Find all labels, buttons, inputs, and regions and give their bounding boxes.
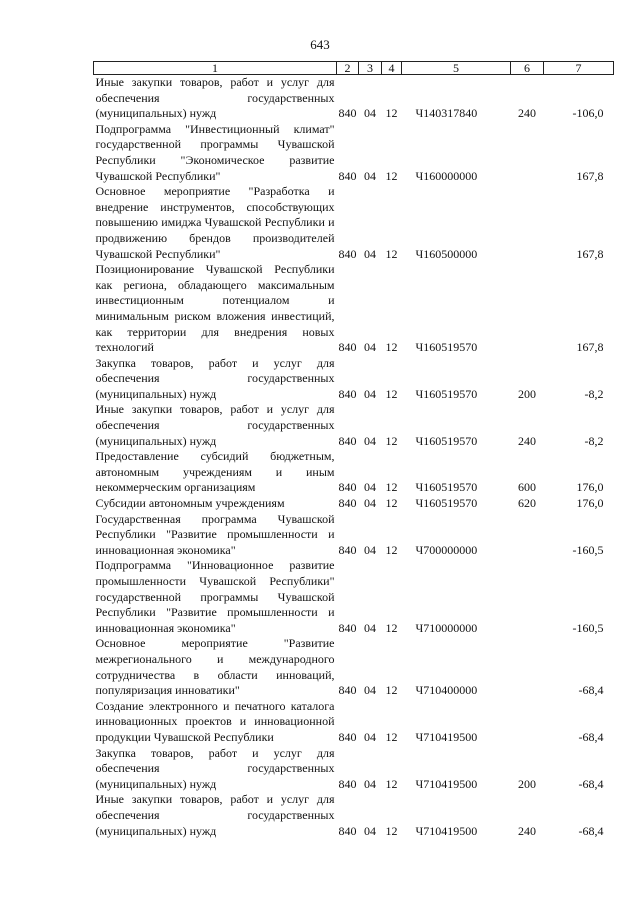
- column-header: 4: [382, 62, 402, 75]
- table-row: [94, 512, 614, 559]
- page-number: 643: [310, 37, 330, 52]
- row-col2: 840: [338, 386, 357, 401]
- table-row: [94, 356, 614, 403]
- row-col3: 04: [364, 433, 376, 448]
- row-code: Ч140317840: [415, 106, 478, 121]
- row-col3: 04: [364, 542, 376, 557]
- row-col4: 12: [385, 340, 398, 355]
- row-col6: 240: [518, 823, 536, 838]
- table-body: [94, 75, 614, 840]
- row-description: Субсидии автономным учреждениям: [95, 496, 285, 511]
- row-col2: 840: [338, 168, 357, 183]
- row-col3: 04: [364, 168, 376, 183]
- row-col2: 840: [338, 823, 357, 838]
- row-description: Закупка товаров, работ и услуг для обеспечения государственных (муниципальных) нужд: [95, 355, 335, 401]
- table-row: [94, 262, 614, 356]
- row-description: Иные закупки товаров, работ и услуг для обеспечения государственных (муниципальных) нужд: [95, 792, 335, 838]
- row-description: Закупка товаров, работ и услуг для обеспечения государственных (муниципальных) нужд: [95, 745, 335, 791]
- row-description: Создание электронного и печатного каталога инновационных проектов и инновационной продукции Чувашской Республики: [95, 698, 335, 744]
- row-code: Ч160000000: [415, 168, 478, 183]
- row-description: Иные закупки товаров, работ и услуг для обеспечения государственных (муниципальных) нужд: [95, 402, 335, 448]
- row-col4: 12: [385, 776, 398, 791]
- row-amount: -68,4: [578, 823, 604, 838]
- row-col6: [511, 636, 544, 698]
- table-row: [94, 122, 614, 184]
- column-header: 2: [337, 62, 359, 75]
- row-col3: 04: [364, 496, 376, 511]
- row-description: Основное мероприятие "Разработка и внедрение инструментов, способствующих повышению имиджа Чувашской Республики и продвижению брендов производителей Чувашской Республики": [95, 184, 335, 261]
- row-col2: 840: [338, 496, 357, 511]
- row-col2: 840: [338, 620, 357, 635]
- row-description: Иные закупки товаров, работ и услуг для обеспечения государственных (муниципальных) нужд: [95, 75, 335, 121]
- row-col3: 04: [364, 823, 376, 838]
- row-amount: -68,4: [578, 729, 604, 744]
- row-code: Ч710419500: [415, 729, 478, 744]
- row-col3: 04: [364, 729, 376, 744]
- row-col2: 840: [338, 106, 357, 121]
- row-col6: 240: [518, 433, 536, 448]
- row-description: Предоставление субсидий бюджетным, автономным учреждениям и иным некоммерческим организациям: [95, 449, 335, 495]
- row-col4: 12: [385, 480, 398, 495]
- column-header: 6: [511, 62, 544, 75]
- row-col2: 840: [338, 729, 357, 744]
- row-col4: 12: [385, 168, 398, 183]
- row-col4: 12: [385, 386, 398, 401]
- row-amount: -8,2: [584, 433, 604, 448]
- table-row: [94, 184, 614, 262]
- row-amount: -68,4: [578, 776, 604, 791]
- row-col6: [511, 184, 544, 262]
- row-col3: 04: [364, 620, 376, 635]
- row-code: Ч160519570: [415, 340, 478, 355]
- row-code: Ч160519570: [415, 433, 478, 448]
- row-col4: 12: [385, 542, 398, 557]
- row-col6: 200: [518, 386, 536, 401]
- row-description: Подпрограмма "Инновационное развитие промышленности Чувашской Республики" государственной программы Чувашской Республики "Развитие промышленности и инновационная экономика": [95, 558, 335, 635]
- table-row: [94, 449, 614, 496]
- row-amount: 167,8: [576, 246, 604, 261]
- row-col4: 12: [385, 246, 398, 261]
- row-col4: 12: [385, 620, 398, 635]
- table-row: [94, 558, 614, 636]
- budget-table: [93, 61, 614, 839]
- row-amount: 176,0: [576, 480, 604, 495]
- row-col3: 04: [364, 106, 376, 121]
- row-amount: 167,8: [576, 168, 604, 183]
- table-row: [94, 699, 614, 746]
- row-col2: 840: [338, 542, 357, 557]
- row-code: Ч160519570: [415, 480, 478, 495]
- row-col6: [511, 262, 544, 356]
- column-header: 3: [359, 62, 382, 75]
- row-col6: 600: [518, 480, 536, 495]
- row-col3: 04: [364, 246, 376, 261]
- row-code: Ч710419500: [415, 776, 478, 791]
- header-row: [94, 62, 614, 75]
- row-amount: -68,4: [578, 683, 604, 698]
- row-col6: [511, 122, 544, 184]
- row-col3: 04: [364, 776, 376, 791]
- table-row: [94, 636, 614, 698]
- table-row: [94, 75, 614, 122]
- row-code: Ч160519570: [415, 496, 478, 511]
- row-col2: 840: [338, 433, 357, 448]
- table-row: [94, 496, 614, 512]
- row-code: Ч160519570: [415, 386, 478, 401]
- row-description: Основное мероприятие "Развитие межрегионального и международного сотрудничества в области инноваций, популяризация инноватики": [95, 636, 335, 698]
- row-col6: [511, 558, 544, 636]
- row-amount: -8,2: [584, 386, 604, 401]
- row-col6: [511, 699, 544, 746]
- row-col6: 620: [518, 496, 536, 511]
- row-description: Государственная программа Чувашской Республики "Развитие промышленности и инновационная экономика": [95, 511, 335, 557]
- row-col3: 04: [364, 480, 376, 495]
- row-code: Ч160500000: [415, 246, 478, 261]
- row-amount: -160,5: [572, 620, 604, 635]
- row-col4: 12: [385, 433, 398, 448]
- row-col3: 04: [364, 340, 376, 355]
- row-col2: 840: [338, 480, 357, 495]
- row-col4: 12: [385, 729, 398, 744]
- row-col4: 12: [385, 823, 398, 838]
- row-col3: 04: [364, 386, 376, 401]
- row-amount: 176,0: [576, 496, 604, 511]
- column-header: 1: [94, 62, 337, 75]
- row-col2: 840: [338, 776, 357, 791]
- row-col2: 840: [338, 683, 357, 698]
- row-description: Подпрограмма "Инвестиционный климат" государственной программы Чувашской Республики "Экономическое развитие Чувашской Республики": [95, 121, 335, 183]
- row-col2: 840: [338, 246, 357, 261]
- row-code: Ч710419500: [415, 823, 478, 838]
- row-col4: 12: [385, 683, 398, 698]
- row-amount: 167,8: [576, 340, 604, 355]
- column-header: 7: [544, 62, 614, 75]
- row-col2: 840: [338, 340, 357, 355]
- table-row: [94, 746, 614, 793]
- row-amount: -160,5: [572, 542, 604, 557]
- row-code: Ч710400000: [415, 683, 478, 698]
- row-col6: 200: [518, 776, 536, 791]
- row-col4: 12: [385, 106, 398, 121]
- column-header: 5: [402, 62, 511, 75]
- row-col3: 04: [364, 683, 376, 698]
- row-description: Позиционирование Чувашской Республики как региона, обладающего максимальным инвестиционным потенциалом и минимальным риском вложения инвестиций, как территории для внедрения новых технологий: [95, 262, 335, 355]
- table-row: [94, 792, 614, 839]
- row-code: Ч700000000: [415, 542, 478, 557]
- row-col4: 12: [385, 496, 398, 511]
- row-col6: [511, 512, 544, 559]
- row-code: Ч710000000: [415, 620, 478, 635]
- row-amount: -106,0: [572, 106, 604, 121]
- row-col6: 240: [518, 106, 536, 121]
- table-row: [94, 402, 614, 449]
